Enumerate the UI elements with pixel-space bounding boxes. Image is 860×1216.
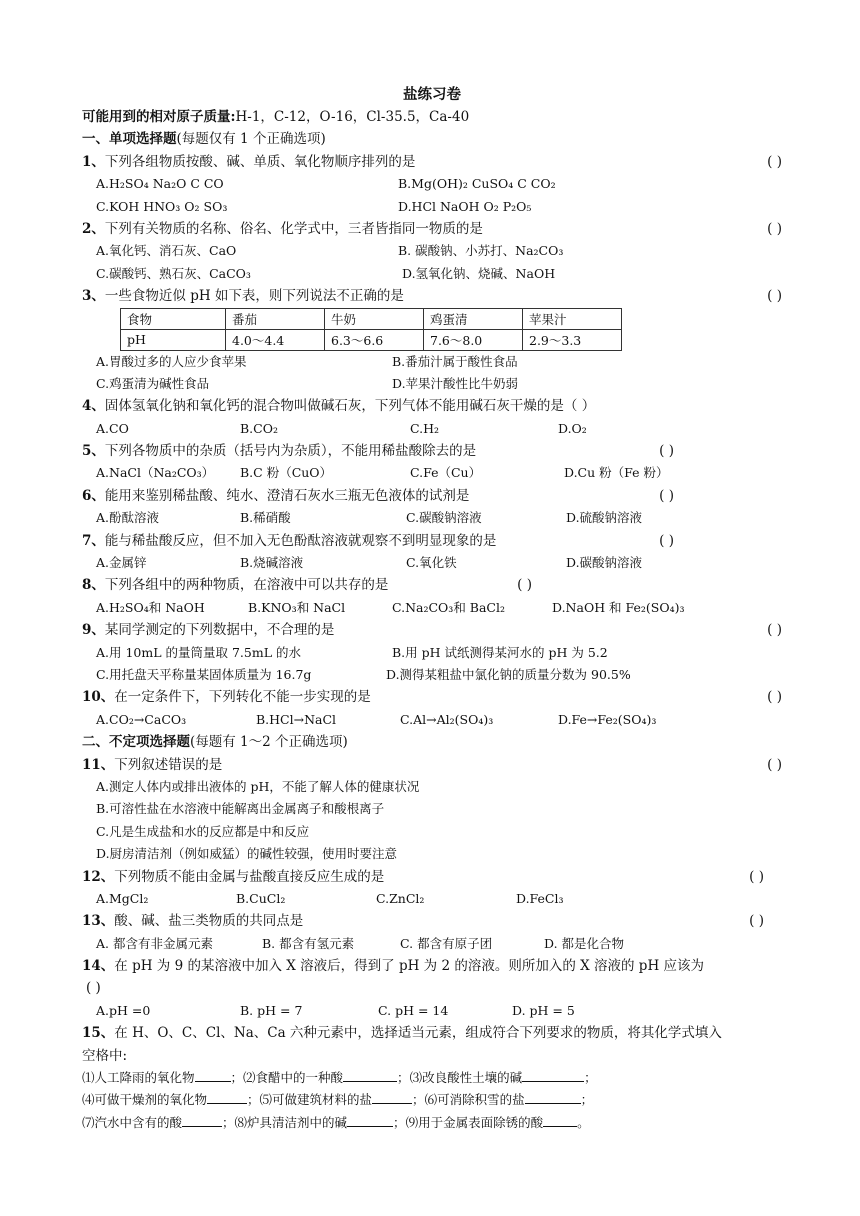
atomic-mass-label: 可能用到的相对原子质量: [82,109,236,125]
option-d: D.HCl NaOH O₂ P₂O₅ [398,198,532,214]
answer-blank[interactable] [195,1067,231,1082]
question-number: 10、 [82,689,115,706]
question-text: 下列各物质中的杂质（括号内为杂质），不能用稀盐酸除去的是 [104,443,477,460]
answer-blank[interactable] [522,1067,584,1082]
ph-table [120,308,622,351]
fill-item: ⑸可做建筑材料的盐 [259,1092,373,1108]
option-a: A.氧化钙、消石灰、CaO [96,243,237,259]
answer-paren: ( ) [659,532,674,549]
table-cell: 牛奶 [325,308,424,329]
question-15-cont [82,1045,782,1067]
option-d: D.测得某粗盐中氯化钠的质量分数为 90.5% [386,666,631,682]
fill-item: ⑵食醋中的一种酸 [243,1070,344,1086]
question-number: 11、 [82,756,115,773]
q8-options [82,597,782,619]
option-c: C.Al→Al₂(SO₄)₃ [400,711,494,727]
q2-options-row1 [82,240,782,262]
option-a: A.金属锌 [96,555,147,571]
question-13 [82,910,782,932]
fill-item: ⑺汽水中含有的酸 [82,1114,183,1130]
section1-title: 一、单项选择题 [82,131,177,148]
option-a: A.H₂SO₄和 NaOH [96,599,205,615]
option-c: C.ZnCl₂ [376,890,425,906]
q11-option-b [82,798,782,820]
section1-note: (每题仅有 1 个正确选项) [176,131,326,148]
question-text: 酸、碱、盐三类物质的共同点是 [114,913,304,930]
q15-row2: ⑷可做干燥剂的氧化物 ；⑸可做建筑材料的盐 ；⑹可消除积雪的盐 ； [82,1089,782,1111]
question-number: 5、 [82,443,105,460]
fill-item: ⑻炉具清洁剂中的碱 [234,1114,348,1130]
option-a: A. 都含有非金属元素 [96,935,213,951]
option-b: B.Mg(OH)₂ CuSO₄ C CO₂ [398,176,556,192]
option-c: C.凡是生成盐和水的反应都是中和反应 [96,823,310,839]
fill-item: ⑷可做干燥剂的氧化物 [82,1092,208,1108]
question-number: 15、 [82,1025,115,1042]
table-row [121,308,622,329]
question-number: 3、 [82,288,105,305]
q5-options [82,462,782,484]
option-a: A.pH =0 [96,1002,151,1018]
question-text: 下列有关物质的名称、俗名、化学式中，三者皆指同一物质的是 [104,220,483,237]
question-9 [82,619,782,641]
fill-item: ⑼用于金属表面除锈的酸 [405,1114,544,1130]
atomic-mass-line [82,106,782,128]
answer-paren: ( ) [517,577,532,594]
section1-heading [82,128,782,150]
option-b: B.稀硝酸 [240,510,291,526]
option-b: B. 碳酸钠、小苏打、Na₂CO₃ [398,243,564,259]
question-3 [82,285,782,307]
answer-blank[interactable] [182,1112,222,1127]
question-5 [82,440,782,462]
q11-option-c [82,821,782,843]
atomic-mass-values: H-1，C-12，O-16，Cl-35.5，Ca-40 [235,109,470,125]
option-b: B.HCl→NaCl [256,711,337,727]
option-c: C.碳酸钙、熟石灰、CaCO₃ [96,265,251,281]
option-d: D.Cu 粉（Fe 粉） [564,465,669,481]
q1-options-row2 [82,196,782,218]
option-c: C. 都含有原子团 [400,935,493,951]
q3-options-row1 [82,351,782,373]
option-a: A.CO₂→CaCO₃ [96,711,187,727]
question-10 [82,686,782,708]
option-a: A.胃酸过多的人应少食苹果 [96,353,247,369]
option-a: A.H₂SO₄ Na₂O C CO [96,176,224,192]
question-number: 14、 [82,958,115,975]
option-a: A.MgCl₂ [96,890,149,906]
question-15 [82,1022,782,1044]
q1-options-row1 [82,173,782,195]
option-d: D.苹果汁酸性比牛奶弱 [392,375,519,391]
option-d: D.Fe→Fe₂(SO₄)₃ [558,711,657,727]
option-d: D.氢氧化钠、烧碱、NaOH [402,265,556,281]
q11-option-a [82,776,782,798]
question-text: 一些食物近似 pH 如下表，则下列说法不正确的是 [104,288,404,305]
option-d: D. pH = 5 [512,1002,575,1018]
option-c: C.H₂ [410,420,440,436]
question-number: 7、 [82,532,105,549]
table-cell: 番茄 [226,308,325,329]
option-c: C.鸡蛋清为碱性食品 [96,375,210,391]
question-7 [82,530,782,552]
answer-paren: ( ) [767,153,782,170]
option-c: C. pH = 14 [378,1002,449,1018]
table-cell: 2.9～3.3 [523,329,622,350]
option-c: C.氧化铁 [406,555,457,571]
q3-options-row2 [82,373,782,395]
option-d: D.厨房清洁剂（例如威猛）的碱性较强，使用时要注意 [96,846,398,862]
answer-paren: ( ) [767,288,782,305]
answer-paren: ( ) [767,756,782,773]
answer-paren: ( ) [749,868,764,885]
fill-item: ⑴人工降雨的氧化物 [82,1070,195,1086]
answer-blank[interactable] [525,1089,581,1104]
answer-paren: ( ) [749,913,764,930]
option-a: A.CO [96,420,129,436]
q13-options [82,933,782,955]
question-number: 6、 [82,487,105,504]
section2-title: 二、不定项选择题 [82,734,190,751]
table-cell: 6.3～6.6 [325,329,424,350]
option-c: C.Fe（Cu） [410,465,482,481]
question-12 [82,866,782,888]
question-number: 1、 [82,153,105,170]
option-a: A.用 10mL 的量筒量取 7.5mL 的水 [96,644,301,660]
option-c: C.Na₂CO₃和 BaCl₂ [392,599,506,615]
option-b: B.KNO₃和 NaCl [248,599,346,615]
option-d: D.硫酸钠溶液 [566,510,643,526]
option-b: B.烧碱溶液 [240,555,304,571]
question-6 [82,485,782,507]
table-cell: 4.0～4.4 [226,329,325,350]
question-8 [82,574,782,596]
option-b: B.CuCl₂ [236,890,286,906]
answer-paren: ( ) [767,622,782,639]
question-text: 某同学测定的下列数据中，不合理的是 [104,622,335,639]
answer-paren: ( ) [767,689,782,706]
question-2 [82,218,782,240]
answer-blank[interactable] [343,1067,397,1082]
answer-blank[interactable] [207,1089,247,1104]
answer-blank[interactable] [543,1112,577,1127]
table-cell: 食物 [121,308,226,329]
answer-paren: ( ) [86,980,101,997]
option-a: A.NaCl（Na₂CO₃） [96,465,215,481]
option-d: D. 都是化合物 [544,935,625,951]
question-text: 下列叙述错误的是 [114,756,223,773]
option-b: B.用 pH 试纸测得某河水的 pH 为 5.2 [392,644,608,660]
option-b: B.可溶性盐在水溶液中能解离出金属离子和酸根离子 [96,801,385,817]
question-number: 4、 [82,398,105,415]
q4-options [82,418,782,440]
fill-item: ⑹可消除积雪的盐 [424,1092,525,1108]
option-a: A.测定人体内或排出液体的 pH，不能了解人体的健康状况 [96,778,420,794]
answer-paren: ( ) [659,443,674,460]
question-text: 下列各组中的两种物质，在溶液中可以共存的是 [104,577,389,594]
question-number: 12、 [82,868,115,885]
page-title: 盐练习卷 [403,86,461,103]
q2-options-row2 [82,263,782,285]
answer-paren: ( ) [767,220,782,237]
q12-options [82,888,782,910]
option-b: B.CO₂ [240,420,278,436]
option-d: D.O₂ [558,420,587,436]
option-a: A.酚酞溶液 [96,510,160,526]
q14-paren-line [82,977,782,999]
question-text: 能与稀盐酸反应，但不加入无色酚酞溶液就观察不到明显现象的是 [104,532,497,549]
question-text: 在 pH 为 9 的某溶液中加入 X 溶液后，得到了 pH 为 2 的溶液。则所加入的 X 溶液的 pH 应该为 [114,958,705,975]
option-b: B. pH = 7 [240,1002,303,1018]
q9-options-row1 [82,642,782,664]
q14-options [82,1000,782,1022]
worksheet [82,84,782,1134]
question-4 [82,395,782,417]
table-cell: 7.6～8.0 [424,329,523,350]
answer-blank[interactable] [372,1089,412,1104]
question-1 [82,151,782,173]
table-row [121,329,622,350]
table-cell: 鸡蛋清 [424,308,523,329]
option-b: B. 都含有氢元素 [262,935,355,951]
question-text: 下列物质不能由金属与盐酸直接反应生成的是 [114,868,385,885]
option-c: C.用托盘天平称量某固体质量为 16.7g [96,666,312,682]
option-d: D.FeCl₃ [516,890,564,906]
question-14 [82,955,782,977]
question-number: 2、 [82,220,105,237]
option-c: C.碳酸钠溶液 [406,510,482,526]
table-cell: pH [121,329,226,350]
option-b: B.番茄汁属于酸性食品 [392,353,518,369]
option-d: D.碳酸钠溶液 [566,555,643,571]
question-text: 能用来鉴别稀盐酸、纯水、澄清石灰水三瓶无色液体的试剂是 [104,487,470,504]
question-text: 空格中: [82,1047,128,1064]
answer-paren: ( ) [659,487,674,504]
question-number: 9、 [82,622,105,639]
table-cell: 苹果汁 [523,308,622,329]
option-c: C.KOH HNO₃ O₂ SO₃ [96,198,228,214]
q6-options [82,507,782,529]
section2-heading [82,731,782,753]
question-text: 在一定条件下，下列转化不能一步实现的是 [114,689,371,706]
question-text: 固体氢氧化钠和氧化钙的混合物叫做碱石灰，下列气体不能用碱石灰干燥的是（ ） [104,398,596,415]
option-b: B.C 粉（CuO） [240,465,333,481]
q7-options [82,552,782,574]
question-11 [82,754,782,776]
q11-option-d [82,843,782,865]
option-d: D.NaOH 和 Fe₂(SO₄)₃ [552,599,685,615]
q9-options-row2 [82,664,782,686]
answer-blank[interactable] [347,1112,393,1127]
q10-options [82,709,782,731]
question-number: 8、 [82,577,105,594]
q15-row1: ⑴人工降雨的氧化物 ；⑵食醋中的一种酸 ；⑶改良酸性土壤的碱 ； [82,1067,782,1089]
question-text: 在 H、O、C、Cl、Na、Ca 六种元素中，选择适当元素，组成符合下列要求的物质，将其化学式填入 [114,1025,722,1042]
fill-item: ⑶改良酸性土壤的碱 [409,1070,523,1086]
section2-note: (每题有 1～2 个正确选项) [190,734,348,751]
q15-row3: ⑺汽水中含有的酸 ；⑻炉具清洁剂中的碱 ；⑼用于金属表面除锈的酸 。 [82,1112,782,1134]
question-text: 下列各组物质按酸、碱、单质、氧化物顺序排列的是 [104,153,416,170]
question-number: 13、 [82,913,115,930]
